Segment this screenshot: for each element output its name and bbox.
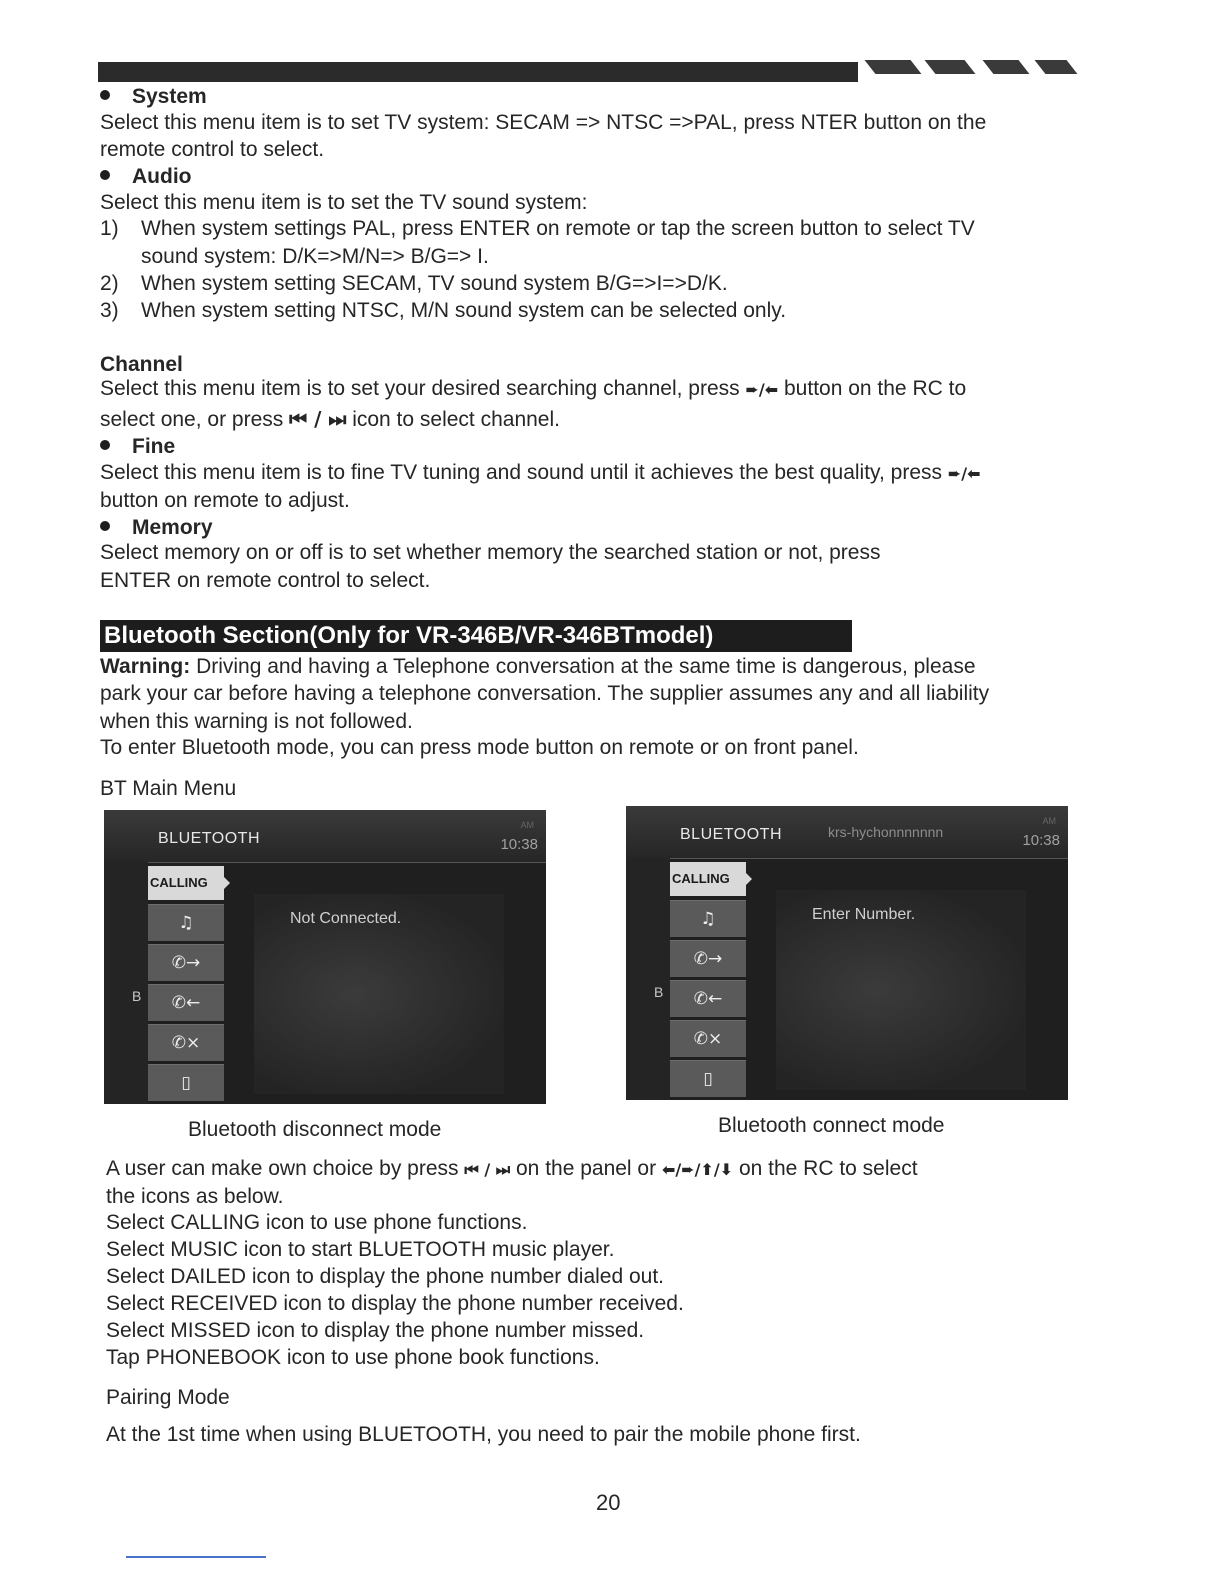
bt-screen-connected <box>626 806 1068 1100</box>
pairing-text: At the 1st time when using BLUETOOTH, you need to pair the mobile phone first. <box>106 1423 861 1446</box>
screen-clock: 10:38 <box>1022 832 1060 849</box>
received-call-icon[interactable]: ✆← <box>670 980 746 1017</box>
bullet-icon <box>100 90 110 100</box>
screen-side-b-label: B <box>132 988 142 1004</box>
system-text: remote control to select. <box>100 138 325 161</box>
system-text: Select this menu item is to set TV system: SECAM => NTSC =>PAL, press NTER button on the <box>100 111 987 134</box>
warning-text: Warning: Driving and having a Telephone conversation at the same time is dangerous, please <box>100 655 976 678</box>
choice-text: A user can make own choice by press ⏮ / ⏭ on the panel or ⬅/➨/⬆/⬇ on the RC to select <box>106 1157 918 1180</box>
number-prompt: Enter Number. <box>812 906 916 923</box>
audio-intro: Select this menu item is to set the TV sound system: <box>100 191 588 214</box>
header-stripe <box>865 60 922 74</box>
channel-text: select one, or press ⏮ / ⏭ icon to select channel. <box>100 407 560 431</box>
memory-text: Select memory on or off is to set whether memory the searched station or not, press <box>100 541 881 564</box>
music-icon[interactable]: ♫ <box>670 900 746 937</box>
four-arrows-icon: ⬅/➨/⬆/⬇ <box>661 1160 734 1179</box>
screen-side-b-label: B <box>654 984 664 1000</box>
audio-item: 3) When system setting NTSC, M/N sound system can be selected only. <box>100 299 787 322</box>
screen-left-strip <box>626 858 670 1100</box>
screen-left-strip <box>104 862 148 1104</box>
audio-item: 2) When system setting SECAM, TV sound system B/G=>I=>D/K. <box>100 272 728 295</box>
bullet-icon <box>100 440 110 450</box>
channel-heading: Channel <box>100 353 183 376</box>
instruction-item: Select RECEIVED icon to display the phone number received. <box>106 1292 684 1315</box>
page-number: 20 <box>596 1490 621 1515</box>
phonebook-icon[interactable]: ▯ <box>148 1064 224 1101</box>
pairing-heading: Pairing Mode <box>106 1386 230 1409</box>
bt-main-menu-label: BT Main Menu <box>100 777 237 800</box>
instruction-item: Select DAILED icon to display the phone number dialed out. <box>106 1265 665 1288</box>
calling-tab[interactable]: CALLING <box>670 862 746 896</box>
bullet-icon <box>100 521 110 531</box>
dialed-call-icon[interactable]: ✆→ <box>148 944 224 981</box>
header-stripe <box>983 60 1030 74</box>
received-call-icon[interactable]: ✆← <box>148 984 224 1021</box>
fine-text: Select this menu item is to fine TV tuning and sound until it achieves the best quality, press ➨/⬅ <box>100 461 981 484</box>
bt-screen-disconnected <box>104 810 546 1104</box>
screen-ampm: AM <box>520 820 534 830</box>
channel-text: Select this menu item is to set your desired searching channel, press ➨/⬅ button on the RC to <box>100 377 967 400</box>
music-icon[interactable]: ♫ <box>148 904 224 941</box>
enter-mode-text: To enter Bluetooth mode, you can press mode button on remote or on front panel. <box>100 736 859 759</box>
screen-title-bar <box>626 806 1068 859</box>
fine-heading: Fine <box>100 434 175 460</box>
phonebook-icon[interactable]: ▯ <box>670 1060 746 1097</box>
memory-text: ENTER on remote control to select. <box>100 569 431 592</box>
audio-heading: Audio <box>100 164 191 190</box>
instruction-item: Select MUSIC icon to start BLUETOOTH music player. <box>106 1238 615 1261</box>
system-heading: System <box>100 84 207 110</box>
dialed-call-icon[interactable]: ✆→ <box>670 940 746 977</box>
screen-title: BLUETOOTH <box>158 830 260 847</box>
screen-clock: 10:38 <box>500 836 538 853</box>
audio-item-continued: sound system: D/K=>M/N=> B/G=> I. <box>141 245 489 268</box>
right-left-arrows-icon: ➨/⬅ <box>947 464 981 483</box>
missed-call-icon[interactable]: ✆× <box>148 1024 224 1061</box>
prev-next-icon: ⏮ / ⏭ <box>464 1160 511 1179</box>
instruction-item: Select MISSED icon to display the phone number missed. <box>106 1319 645 1342</box>
choice-text: the icons as below. <box>106 1185 284 1208</box>
audio-item: 1) When system settings PAL, press ENTER on remote or tap the screen button to select TV <box>100 217 975 240</box>
connection-status: Not Connected. <box>290 910 402 927</box>
prev-next-icon: ⏮ / ⏭ <box>289 407 347 431</box>
fine-text: button on remote to adjust. <box>100 489 350 512</box>
memory-heading: Memory <box>100 515 213 541</box>
bullet-icon <box>100 170 110 180</box>
screen-title: BLUETOOTH <box>680 826 782 843</box>
screen-caption: Bluetooth disconnect mode <box>188 1118 442 1141</box>
instruction-item: Tap PHONEBOOK icon to use phone book functions. <box>106 1346 600 1369</box>
bluetooth-section-banner: Bluetooth Section(Only for VR-346B/VR-346BTmodel) <box>100 620 852 652</box>
footer-rule <box>126 1556 266 1558</box>
screen-title-bar <box>104 810 546 863</box>
warning-text: park your car before having a telephone conversation. The supplier assumes any and all liability <box>100 682 990 705</box>
header-stripe <box>1035 60 1078 74</box>
calling-tab[interactable]: CALLING <box>148 866 224 900</box>
missed-call-icon[interactable]: ✆× <box>670 1020 746 1057</box>
screen-caption: Bluetooth connect mode <box>718 1114 945 1137</box>
header-stripe <box>925 60 976 74</box>
screen-ampm: AM <box>1042 816 1056 826</box>
device-name: krs-hychonnnnnnn <box>828 824 944 840</box>
right-left-arrows-icon: ➨/⬅ <box>745 380 779 399</box>
instruction-item: Select CALLING icon to use phone functions. <box>106 1211 528 1234</box>
warning-text: when this warning is not followed. <box>100 710 413 733</box>
header-bar <box>98 62 858 82</box>
